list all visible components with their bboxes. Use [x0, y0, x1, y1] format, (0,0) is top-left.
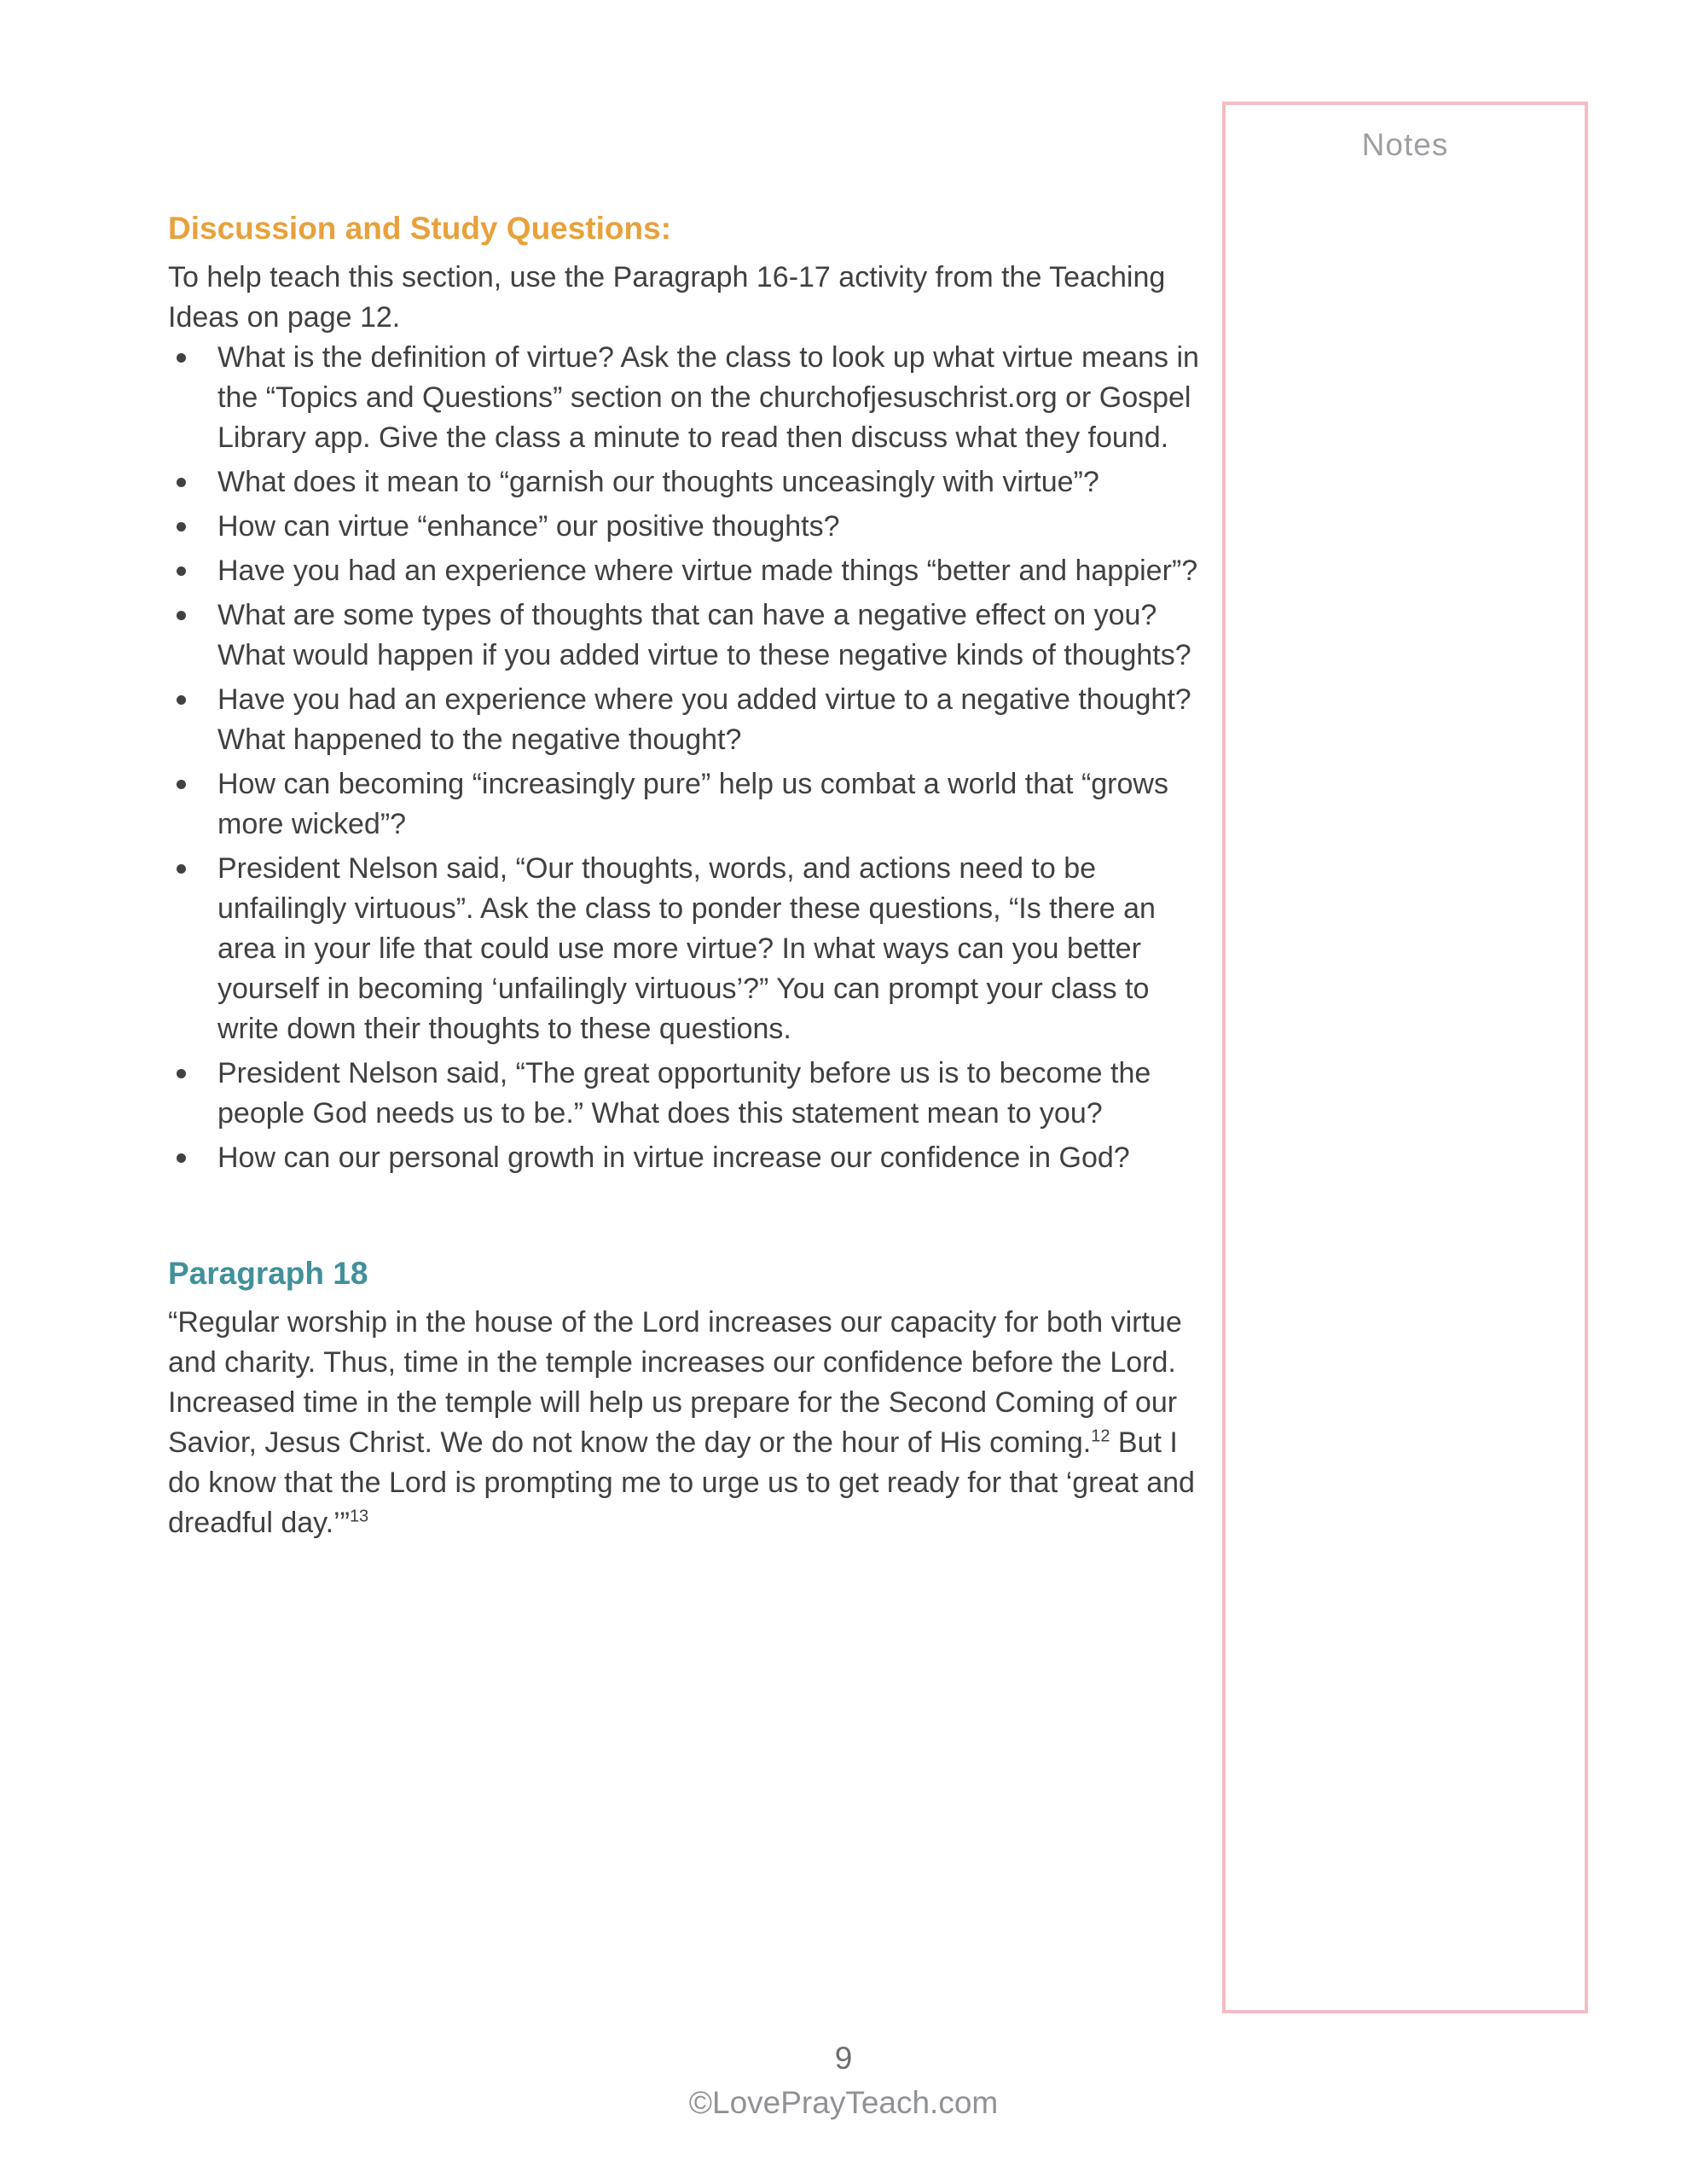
paragraph-18-text [168, 1303, 1210, 1543]
page-footer [0, 2041, 1687, 2121]
notes-label: Notes [1361, 127, 1449, 162]
question-item: What is the definition of virtue? Ask the class to look up what virtue means in the “Topics and Questions” section on the churchofjesuschrist.org or Gospel Library app. Give the class a minute to read then discuss what they found. [168, 338, 1210, 458]
question-item: How can becoming “increasingly pure” help us combat a world that “grows more wicked”? [168, 764, 1210, 845]
discussion-question-list [168, 338, 1210, 1178]
question-item: Have you had an experience where you added virtue to a negative thought? What happened to the negative thought? [168, 680, 1210, 760]
paragraph-18-section [168, 1253, 1210, 1543]
question-item: President Nelson said, “The great opportunity before us is to become the people God needs us to be.” What does this statement mean to you? [168, 1054, 1210, 1134]
discussion-intro: To help teach this section, use the Paragraph 16-17 activity from the Teaching Ideas on page 12. [168, 261, 1166, 334]
discussion-heading: Discussion and Study Questions: [168, 211, 672, 246]
paragraph-18-heading: Paragraph 18 [168, 1256, 368, 1291]
question-item: What are some types of thoughts that can have a negative effect on you? What would happen if you added virtue to these negative kinds of thoughts? [168, 595, 1210, 676]
page-number: 9 [834, 2041, 853, 2076]
footnote-13-marker: 13 [349, 1507, 369, 1526]
notes-box [1222, 102, 1588, 2013]
copyright-text: ©LovePrayTeach.com [688, 2085, 999, 2120]
question-item: What does it mean to “garnish our thoughts unceasingly with virtue”? [168, 462, 1210, 502]
question-item: Have you had an experience where virtue made things “better and happier”? [168, 551, 1210, 591]
main-content [168, 208, 1210, 1543]
footnote-12-marker: 12 [1091, 1426, 1110, 1446]
question-item: President Nelson said, “Our thoughts, words, and actions need to be unfailingly virtuous”. Ask the class to ponder these questions, “Is there an area in your life that could use more virtue? In what ways can you better yourself in becoming ‘unfailingly virtuous’?” You can prompt your class to write down their thoughts to these questions. [168, 849, 1210, 1049]
question-item: How can our personal growth in virtue increase our confidence in God? [168, 1138, 1210, 1178]
paragraph-18-text-segment: “Regular worship in the house of the Lord increases our capacity for both virtue and charity. Thus, time in the temple increases our confidence before the Lord. Increased time in the temple will help us prepare for the Second Coming of our Savior, Jesus Christ. We do not know the day or the hour of His coming. [168, 1306, 1182, 1459]
question-item: How can virtue “enhance” our positive thoughts? [168, 507, 1210, 547]
paragraph-18-text-segment: But I do know that the Lord is prompting me to urge us to get ready for that ‘great and dreadful day.’” [168, 1426, 1195, 1539]
